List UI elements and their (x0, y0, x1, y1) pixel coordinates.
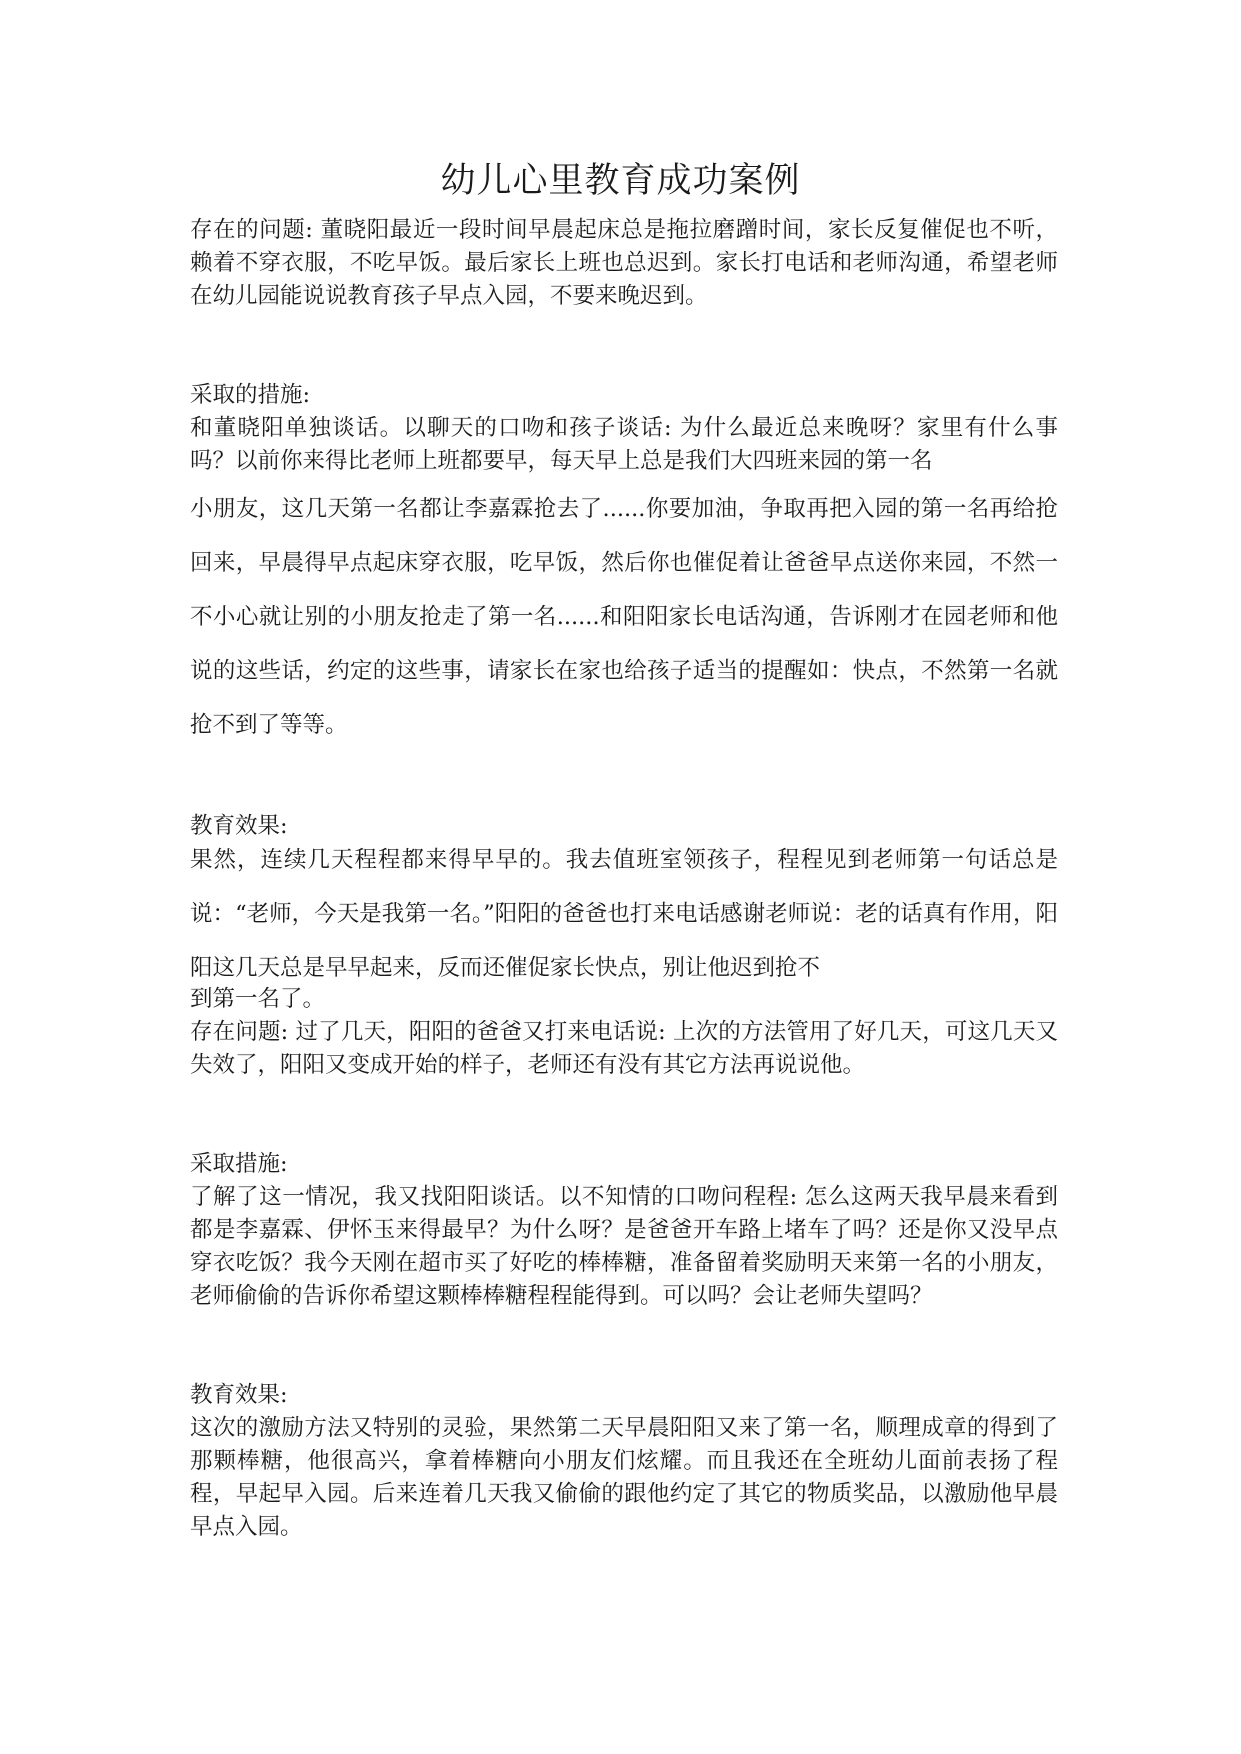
effect-paragraph-2: 这次的激励方法又特别的灵验，果然第二天早晨阳阳又来了第一名，顺理成章的得到了那颗棒糖，他很高兴，拿着棒糖向小朋友们炫耀。而且我还在全班幼儿面前表扬了程程，早起早入园。后来连着几天我又偷偷的跟他约定了其它的物质奖品，以激励他早晨早点入园。 (190, 1415, 1058, 1540)
section-heading: 采取措施: (190, 1151, 288, 1177)
spacer (190, 313, 1058, 379)
measures-paragraph-continued: 小朋友，这几天第一名都让李嘉霖抢去了......你要加油，争取再把入园的第一名再给抢回来，早晨得早点起床穿衣服，吃早饭，然后你也催促着让爸爸早点送你来园，不然一不小心就让别的小朋友抢走了第一名......和阳阳家长电话沟通，告诉刚才在园老师和他说的这些话，约定的这些事，请家长在家也给孩子适当的提醒如：快点，不然第一名就抢不到了等等。 (190, 496, 1058, 738)
spacer (190, 1082, 1058, 1148)
section-heading: 教育效果: (190, 813, 288, 839)
measures-paragraph-2: 了解了这一情况，我又找阳阳谈话。以不知情的口吻问程程: 怎么这两天我早晨来看到都是李嘉霖、伊怀玉来得最早？为什么呀？是爸爸开车路上堵车了吗？还是你又没早点穿衣吃饭？我今天刚在超市买了好吃的棒棒糖，准备留着奖励明天来第一名的小朋友，老师偷偷的告诉你希望这颗棒棒糖程程能得到。可以吗？会让老师失望吗？ (190, 1184, 1058, 1309)
document-title: 幼儿心里教育成功案例 (440, 161, 801, 201)
effect-paragraph: 果然，连续几天程程都来得早早的。我去值班室领孩子，程程见到老师第一句话总是说：“老师，今天是我第一名。”阳阳的爸爸也打来电话感谢老师说：老的话真有作用，阳阳这几天总是早早起来，反而还催促家长快点，别让他迟到抢不 (190, 847, 1058, 981)
spacer (190, 1313, 1058, 1379)
measures-paragraph: 和董晓阳单独谈话。以聊天的口吻和孩子谈话: 为什么最近总来晚呀？家里有什么事吗？以前你来得比老师上班都要早，每天早上总是我们大四班来园的第一名 (190, 415, 1058, 474)
effect-paragraph-tail: 到第一名了。 (190, 986, 326, 1012)
spacer (190, 752, 1058, 810)
section-heading: 教育效果: (190, 1382, 288, 1408)
problem-paragraph-2: 存在问题: 过了几天，阳阳的爸爸又打来电话说: 上次的方法管用了好几天，可这几天又失效了，阳阳又变成开始的样子，老师还有没有其它方法再说说他。 (190, 1019, 1058, 1078)
section-heading: 采取的措施: (190, 382, 311, 408)
document-body (190, 214, 1058, 1544)
problem-paragraph: 存在的问题: 董晓阳最近一段时间早晨起床总是拖拉磨蹭时间，家长反复催促也不听，赖着不穿衣服，不吃早饭。最后家长上班也总迟到。家长打电话和老师沟通，希望老师在幼儿园能说说教育孩子早点入园，不要来晚迟到。 (190, 217, 1058, 309)
